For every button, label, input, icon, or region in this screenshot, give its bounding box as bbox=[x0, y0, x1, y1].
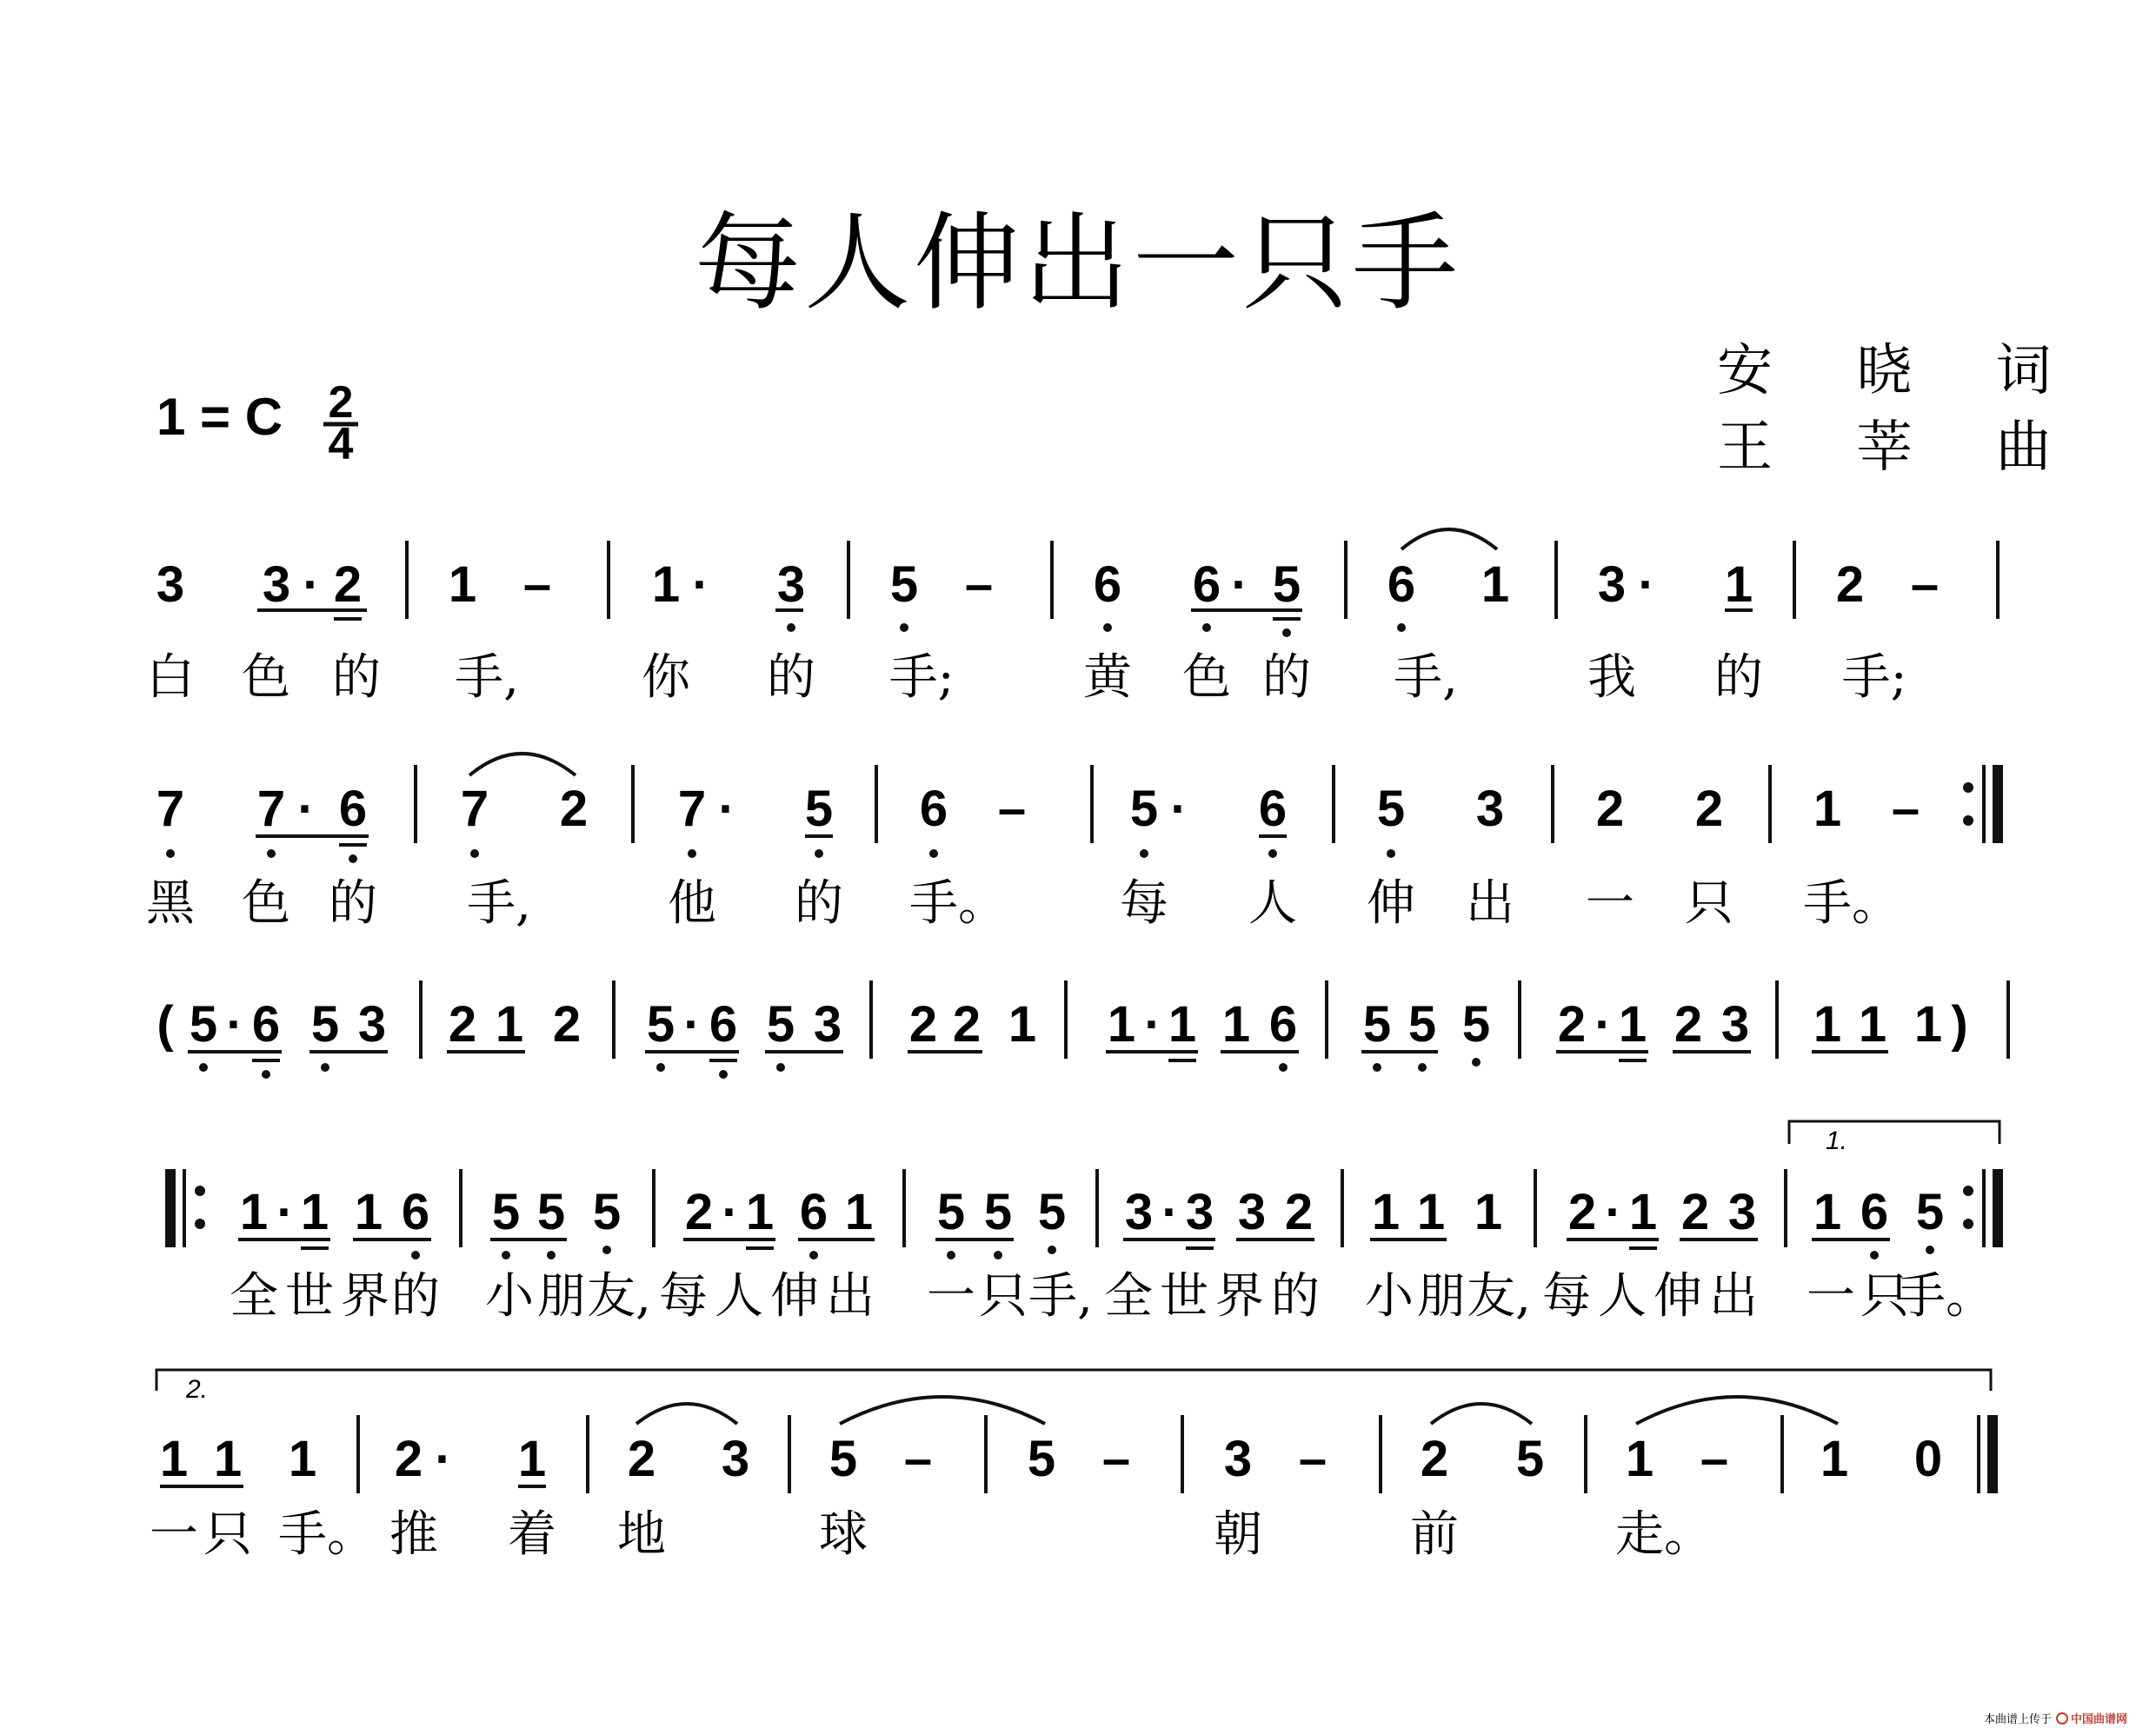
note: 5 bbox=[1915, 1184, 1945, 1240]
tie-arcs bbox=[636, 1397, 1838, 1424]
lyric: 人 bbox=[1248, 875, 1297, 932]
song-title: 每人伸出一只手 bbox=[695, 202, 1461, 325]
lyric: 一 bbox=[150, 1506, 198, 1563]
lyric: 球 bbox=[819, 1506, 868, 1563]
composer-credit: 王 莘 曲 bbox=[1717, 415, 2085, 480]
beam-lines bbox=[238, 1240, 1890, 1248]
row-2 bbox=[146, 754, 2003, 932]
lyric: 每 bbox=[1120, 875, 1168, 932]
row-4 bbox=[165, 1121, 2003, 1325]
note: 6 bbox=[338, 781, 368, 837]
tie-arc bbox=[469, 754, 576, 775]
lyric: 小 bbox=[485, 1268, 534, 1325]
note: 6 bbox=[919, 781, 948, 837]
note: 3 bbox=[1124, 1184, 1154, 1240]
note: 2 bbox=[684, 1184, 714, 1240]
dash: – bbox=[1101, 1431, 1131, 1487]
note: 1 bbox=[1618, 996, 1647, 1053]
lyric: 的 bbox=[1271, 1268, 1320, 1325]
augmentation-dot: · bbox=[226, 996, 243, 1053]
row-4-notes bbox=[240, 1184, 1944, 1240]
lyric: 手, bbox=[455, 649, 519, 706]
site-logo-icon bbox=[2057, 1713, 2067, 1724]
note: 5 bbox=[646, 996, 675, 1053]
note: 1 bbox=[288, 1431, 317, 1487]
note: 1 bbox=[1371, 1184, 1401, 1240]
row-1-notes bbox=[156, 556, 1939, 613]
dash: – bbox=[1298, 1431, 1328, 1487]
dash: – bbox=[1700, 1431, 1729, 1487]
lyric: 只 bbox=[979, 1268, 1028, 1325]
note: 6 bbox=[1387, 556, 1416, 613]
lyric: 黄 bbox=[1083, 649, 1132, 706]
note: 3 bbox=[1223, 1431, 1253, 1487]
lyric: 人 bbox=[1598, 1268, 1647, 1325]
final-barline bbox=[1979, 1415, 1998, 1493]
lyric: 每 bbox=[1542, 1268, 1591, 1325]
augmentation-dot: · bbox=[297, 781, 315, 837]
note: 3 bbox=[813, 996, 842, 1053]
lyricist-credit: 安 晓 词 bbox=[1717, 339, 2085, 403]
row-5-lyrics bbox=[150, 1506, 1713, 1563]
lyric: 着 bbox=[508, 1506, 556, 1563]
note: 1 bbox=[1107, 996, 1136, 1053]
row-2-lyrics bbox=[146, 875, 1900, 932]
note: 2 bbox=[333, 556, 363, 613]
barlines bbox=[358, 1415, 1782, 1493]
note: 1 bbox=[1858, 996, 1887, 1053]
dash: – bbox=[903, 1431, 933, 1487]
dash: – bbox=[964, 556, 994, 613]
note: 2 bbox=[1674, 996, 1703, 1053]
lyric: 白 bbox=[146, 649, 195, 706]
note: 5 bbox=[1272, 556, 1301, 613]
note: 3 bbox=[1720, 996, 1750, 1053]
start-repeat-sign bbox=[165, 1169, 205, 1247]
footer-text: 本曲谱上传于 bbox=[1984, 1713, 2053, 1726]
lyric: 一 bbox=[1807, 1268, 1855, 1325]
first-ending-label: 1. bbox=[1826, 1127, 1848, 1155]
note: 5 bbox=[936, 1184, 966, 1240]
note: 1 bbox=[300, 1184, 329, 1240]
lyric: 朋 bbox=[537, 1268, 586, 1325]
note: 1 bbox=[159, 1431, 189, 1487]
lyric: 只 bbox=[1860, 1268, 1909, 1325]
note: 2 bbox=[552, 996, 582, 1053]
lyric: 的 bbox=[767, 649, 815, 706]
note: 0 bbox=[1913, 1431, 1943, 1487]
note: 5 bbox=[536, 1184, 566, 1240]
note: 1 bbox=[844, 1184, 874, 1240]
augmentation-dot: · bbox=[1161, 1184, 1179, 1240]
beam-lines bbox=[188, 1052, 1888, 1060]
lyric: 出 bbox=[1466, 875, 1514, 932]
note: 2 bbox=[1680, 1184, 1710, 1240]
lyric: 手。 bbox=[278, 1506, 376, 1563]
lyric: 手。 bbox=[1803, 875, 1900, 932]
note: 1 bbox=[495, 996, 524, 1053]
lyric: 手。 bbox=[909, 875, 1007, 932]
augmentation-dot: · bbox=[722, 1184, 739, 1240]
augmentation-dot: · bbox=[276, 1184, 294, 1240]
augmentation-dot: · bbox=[1605, 1184, 1622, 1240]
note: 6 bbox=[401, 1184, 430, 1240]
note: 2 bbox=[952, 996, 982, 1053]
beam-lines bbox=[256, 836, 1287, 845]
lyric: 的 bbox=[1262, 649, 1311, 706]
note: 1 bbox=[1813, 781, 1842, 837]
lyric: 手, bbox=[467, 875, 531, 932]
row-1 bbox=[146, 529, 1998, 706]
note: 1 bbox=[745, 1184, 775, 1240]
time-signature-bottom: 4 bbox=[328, 419, 354, 469]
note: 3 bbox=[1185, 1184, 1214, 1240]
note: 3 bbox=[776, 556, 806, 613]
note: 1 bbox=[651, 556, 681, 613]
lyric: 地 bbox=[617, 1506, 666, 1563]
lyric: 一 bbox=[1586, 875, 1634, 932]
dash: – bbox=[1891, 781, 1920, 837]
lyric: 色 bbox=[1182, 649, 1231, 706]
note: 2 bbox=[1420, 1431, 1449, 1487]
note: 1 bbox=[1625, 1431, 1654, 1487]
lyric: 友, bbox=[1467, 1268, 1531, 1325]
lyric: 世 bbox=[285, 1268, 334, 1325]
lyric: 界 bbox=[1215, 1268, 1264, 1325]
note: 1 bbox=[1913, 996, 1943, 1053]
note: 5 bbox=[1407, 996, 1437, 1053]
lyric: 我 bbox=[1587, 649, 1636, 706]
note: 6 bbox=[709, 996, 738, 1053]
lyric: 小 bbox=[1365, 1268, 1414, 1325]
footer-logo: 中国曲谱网 bbox=[2071, 1713, 2128, 1726]
lyric: 手, bbox=[1028, 1268, 1093, 1325]
lyric: 手, bbox=[1394, 649, 1458, 706]
lyric: 友, bbox=[587, 1268, 651, 1325]
note: 2 bbox=[1557, 996, 1587, 1053]
note: 7 bbox=[156, 781, 185, 837]
lyric: 他 bbox=[668, 875, 716, 932]
lyric: 的 bbox=[329, 875, 377, 932]
note: 5 bbox=[189, 996, 218, 1053]
tie-arc bbox=[1401, 529, 1497, 549]
note: 1 bbox=[1221, 996, 1251, 1053]
lyric: 伸 bbox=[1654, 1268, 1702, 1325]
note: 3 bbox=[1727, 1184, 1757, 1240]
lyric: 朋 bbox=[1417, 1268, 1466, 1325]
lyric: 前 bbox=[1410, 1506, 1459, 1563]
note: 5 bbox=[889, 556, 919, 613]
note: 5 bbox=[828, 1431, 858, 1487]
octave-dots bbox=[166, 849, 1395, 863]
note: 6 bbox=[1093, 556, 1122, 613]
lyric: 手; bbox=[1841, 649, 1907, 706]
note: 5 bbox=[592, 1184, 622, 1240]
lyric: 全 bbox=[230, 1268, 278, 1325]
note: 2 bbox=[394, 1431, 423, 1487]
lyric: 色 bbox=[242, 649, 290, 706]
note: 3 bbox=[156, 556, 185, 613]
augmentation-dot: · bbox=[1594, 996, 1612, 1053]
row-1-lyrics bbox=[146, 649, 1906, 706]
note: 1 bbox=[1724, 556, 1753, 613]
second-ending-label: 2. bbox=[186, 1375, 209, 1404]
dash: – bbox=[522, 556, 552, 613]
note: 7 bbox=[460, 781, 489, 837]
lyric: 朝 bbox=[1214, 1506, 1262, 1563]
octave-dots bbox=[199, 1058, 1481, 1079]
note: 1 bbox=[1474, 1184, 1503, 1240]
augmentation-dot: · bbox=[718, 781, 735, 837]
footer-watermark bbox=[1984, 1712, 2127, 1726]
augmentation-dot: · bbox=[303, 556, 320, 613]
lyric: 你 bbox=[642, 649, 690, 706]
lyric: 只 bbox=[1685, 875, 1733, 932]
lyric: 的 bbox=[795, 875, 843, 932]
note: 1 bbox=[213, 1431, 243, 1487]
note: 2 bbox=[908, 996, 938, 1053]
note: 3 bbox=[262, 556, 291, 613]
note: 5 bbox=[1129, 781, 1159, 837]
note: 7 bbox=[256, 781, 286, 837]
row-3-notes bbox=[156, 996, 1967, 1053]
note: 3 bbox=[357, 996, 387, 1053]
lyric: 世 bbox=[1160, 1268, 1208, 1325]
note: 5 bbox=[1037, 1184, 1067, 1240]
note: 1 bbox=[1416, 1184, 1446, 1240]
note: 1 bbox=[1168, 996, 1197, 1053]
note: 3 bbox=[1237, 1184, 1267, 1240]
augmentation-dot: · bbox=[683, 996, 701, 1053]
note: 2 bbox=[559, 781, 589, 837]
row-3 bbox=[156, 980, 2008, 1079]
note: 2 bbox=[1284, 1184, 1314, 1240]
row-5-notes bbox=[160, 1431, 1942, 1487]
note: 3 bbox=[1475, 781, 1505, 837]
augmentation-dot: · bbox=[1638, 556, 1655, 613]
lyric: 全 bbox=[1104, 1268, 1153, 1325]
note: 1 bbox=[1813, 996, 1842, 1053]
augmentation-dot: · bbox=[1231, 556, 1248, 613]
lyric: 的 bbox=[1714, 649, 1763, 706]
augmentation-dot: · bbox=[692, 556, 709, 613]
lyric: 伸 bbox=[1367, 875, 1415, 932]
lyric: 每 bbox=[659, 1268, 708, 1325]
beam-lines bbox=[257, 610, 1753, 619]
note: 7 bbox=[677, 781, 707, 837]
lyric: 出 bbox=[1709, 1268, 1758, 1325]
octave-dots bbox=[787, 623, 1406, 637]
dash: – bbox=[997, 781, 1027, 837]
note: 6 bbox=[1258, 781, 1288, 837]
note: 5 bbox=[1515, 1431, 1545, 1487]
lyric: 走。 bbox=[1615, 1506, 1713, 1563]
lyric: 的 bbox=[332, 649, 381, 706]
note: 1 bbox=[517, 1431, 547, 1487]
note: 1 bbox=[448, 556, 477, 613]
note: 5 bbox=[1376, 781, 1406, 837]
lyric: 推 bbox=[389, 1506, 438, 1563]
dash: – bbox=[1910, 556, 1940, 613]
note: 6 bbox=[251, 996, 281, 1053]
time-signature-top: 2 bbox=[328, 377, 354, 428]
lyric: 色 bbox=[242, 875, 290, 932]
note: 1 bbox=[1628, 1184, 1658, 1240]
end-repeat-sign bbox=[1963, 1169, 2003, 1247]
first-ending-bracket bbox=[1789, 1121, 2000, 1155]
note: 5 bbox=[804, 781, 834, 837]
note: 5 bbox=[491, 1184, 521, 1240]
lyric: 只 bbox=[203, 1506, 252, 1563]
note: 3 bbox=[1597, 556, 1627, 613]
augmentation-dot: · bbox=[1144, 996, 1161, 1053]
note: 6 bbox=[799, 1184, 828, 1240]
lyric: 一 bbox=[927, 1268, 975, 1325]
open-parenthesis: ( bbox=[156, 996, 174, 1053]
note: 1 bbox=[354, 1184, 383, 1240]
barlines bbox=[416, 765, 1770, 843]
note: 1 bbox=[1008, 996, 1037, 1053]
note: 5 bbox=[1027, 1431, 1056, 1487]
augmentation-dot: · bbox=[1170, 781, 1188, 837]
note: 2 bbox=[1694, 781, 1724, 837]
note: 1 bbox=[1481, 556, 1510, 613]
row-5 bbox=[150, 1370, 1998, 1563]
note: 1 bbox=[1820, 1431, 1849, 1487]
lyric: 伸 bbox=[770, 1268, 819, 1325]
note: 6 bbox=[1860, 1184, 1889, 1240]
note: 2 bbox=[1595, 781, 1625, 837]
end-repeat-sign bbox=[1963, 765, 2003, 843]
note: 5 bbox=[1362, 996, 1392, 1053]
row-2-notes bbox=[156, 781, 1920, 837]
octave-dots bbox=[411, 1246, 1934, 1259]
augmentation-dot: · bbox=[435, 1431, 452, 1487]
key-signature: 1 = C bbox=[156, 388, 283, 446]
lyric: 手; bbox=[888, 649, 955, 706]
row-4-lyrics bbox=[230, 1268, 1994, 1325]
note: 1 bbox=[239, 1184, 269, 1240]
lyric: 出 bbox=[826, 1268, 875, 1325]
note: 3 bbox=[721, 1431, 750, 1487]
note: 1 bbox=[1813, 1184, 1842, 1240]
note: 6 bbox=[1268, 996, 1298, 1053]
close-parenthesis: ) bbox=[1951, 996, 1968, 1053]
note: 5 bbox=[766, 996, 795, 1053]
note: 5 bbox=[310, 996, 340, 1053]
note: 2 bbox=[627, 1431, 656, 1487]
lyric: 手。 bbox=[1897, 1268, 1994, 1325]
lyric: 人 bbox=[715, 1268, 763, 1325]
lyric: 界 bbox=[341, 1268, 389, 1325]
note: 6 bbox=[1192, 556, 1221, 613]
lyric: 黑 bbox=[146, 875, 195, 932]
lyric: 的 bbox=[391, 1268, 440, 1325]
note: 2 bbox=[1567, 1184, 1597, 1240]
note: 2 bbox=[448, 996, 477, 1053]
note: 2 bbox=[1835, 556, 1865, 613]
note: 5 bbox=[983, 1184, 1013, 1240]
note: 5 bbox=[1461, 996, 1491, 1053]
